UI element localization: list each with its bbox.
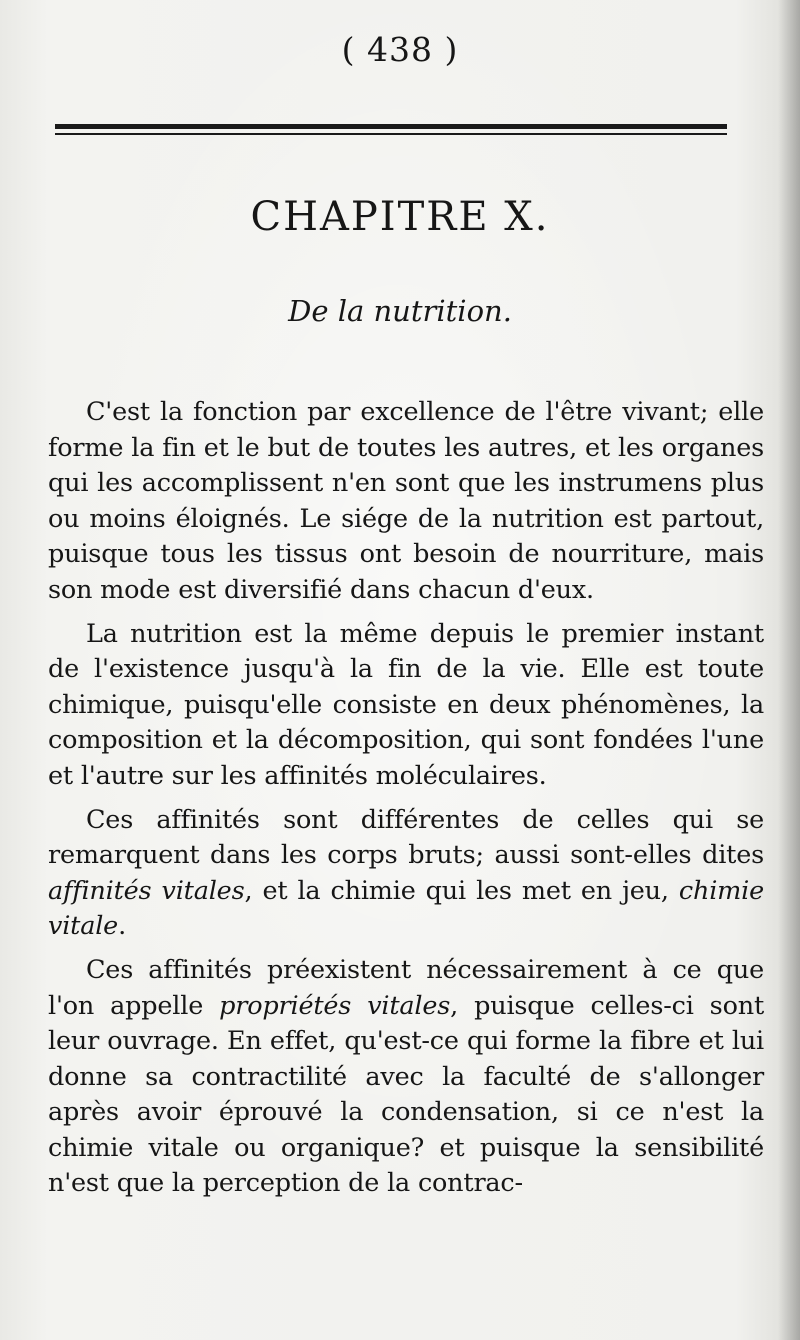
body-text: [48, 395, 764, 1210]
paragraph-3-italic-b: chimie vitale: [48, 875, 764, 942]
paragraph-3: [48, 803, 764, 945]
paragraph-3-text-b: , et la chimie qui les met en jeu,: [244, 875, 679, 906]
paragraph-3-text-a: Ces affinités sont différentes de celles qui se remarquent dans les corps bruts; aussi sont-elles dites: [48, 804, 764, 871]
chapter-title: CHAPITRE X.: [250, 194, 550, 240]
paragraph-4: [48, 953, 764, 1202]
section-title: De la nutrition.: [288, 294, 512, 328]
paragraph-4-italic-a: propriétés vitales: [219, 990, 451, 1021]
paragraph-1: C'est la fonction par excellence de l'être vivant; elle forme la fin et le but de toutes les autres, et les organes qui les accomplissent n'en sont que les instrumens plus ou moins éloignés. Le siége de la nutrition est partout, puisque tous les tissus ont besoin de nourriture, mais son mode est diversifié dans chacun d'eux.: [48, 397, 764, 605]
paragraph-2: La nutrition est la même depuis le premier instant de l'existence jusqu'à la fin de la vie. Elle est toute chimique, puisqu'elle consiste en deux phénomènes, la composition et la décomposition, qui sont fondées l'une et l'autre sur les affinités moléculaires.: [48, 618, 764, 791]
header-rule-thick: [55, 124, 727, 129]
paragraph-4-text-b: , puisque celles-ci sont leur ouvrage. En effet, qu'est-ce qui forme la fibre et lui donne sa contractilité avec la faculté de s'allonger après avoir éprouvé la condensation, si ce n'est la chimie vitale ou organique? et puisque la sensibilité n'est que la perception de la contrac-: [48, 990, 764, 1199]
page-number: ( 438 ): [341, 30, 459, 69]
paragraph-3-italic-a: affinités vitales: [48, 875, 245, 906]
header-rule-thin: [55, 133, 727, 135]
paragraph-4-text-a: Ces affinités préexistent nécessairement à ce que l'on appelle: [48, 954, 764, 1021]
paragraph-3-text-c: .: [118, 911, 126, 942]
